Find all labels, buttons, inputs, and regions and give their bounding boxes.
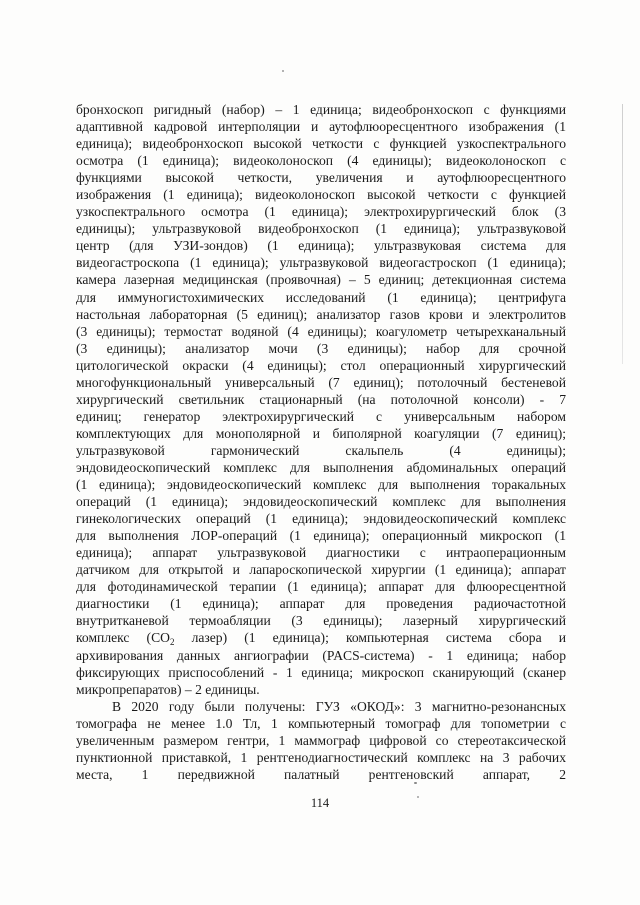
text-line: эндовидеоскопический комплекс для выполнения абдоминальных операций — [76, 459, 566, 475]
paragraph-2-line: пунктионной приставкой, 1 рентгенодиагностический комплекс на 3 рабочих — [76, 749, 566, 765]
text-line: единица); аппарат ультразвуковой диагностики с интраоперационным — [76, 545, 566, 561]
paragraph-2-line: увеличенным размером гентри, 1 маммограф цифровой со стереотаксической — [76, 732, 566, 748]
text-line: датчиком для открытой и лапароскопической хирургии (1 единица); аппарат — [76, 562, 566, 578]
text-line: диагностики (1 единица); аппарат для проведения радиочастотной — [76, 596, 566, 612]
text-line: внутритканевой термоабляции (3 единицы); лазерный хирургический — [76, 613, 566, 629]
scan-artifact-edge-line — [622, 104, 623, 364]
text-line: гинекологических операций (1 единица); эндовидеоскопический комплекс — [76, 511, 566, 527]
text-line: единиц; генератор электрохирургический с универсальным набором — [76, 408, 566, 424]
text-line: видеогастроскопа (1 единица); ультразвуковой видеогастроскоп (1 единица); — [76, 255, 566, 271]
text-line: для фотодинамической терапии (1 единица); аппарат для флюоресцентной — [76, 579, 566, 595]
text-line: ультразвуковой гармонический скальпель (4 единицы); — [76, 442, 566, 458]
text-line: функциями высокой четкости, увеличения и аутофлюоресцентного — [76, 170, 566, 186]
text-line: изображения (1 единица); видеоколоноскоп высокой четкости с функцией — [76, 187, 566, 203]
scan-artifact-dot — [282, 70, 284, 72]
text-line: единицы); ультразвуковой видеобронхоскоп (1 единица); ультразвуковой — [76, 221, 566, 237]
page-number: 114 — [310, 796, 330, 810]
text-line: микропрепаратов) – 2 единицы. — [76, 681, 260, 697]
text-line-co2 — [76, 629, 566, 646]
text-line: архивирования данных ангиографии (PACS-система) - 1 единица; набор — [76, 647, 566, 663]
text-line: адаптивной кадровой интерполяции и аутофлюоресцентного изображения (1 — [76, 119, 566, 135]
text-line: бронхоскоп ригидный (набор) – 1 единица; видеобронхоскоп с функциями — [76, 102, 566, 117]
text-line: операций (1 единица); эндовидеоскопический комплекс для выполнения — [76, 494, 566, 510]
text-line: (3 единицы); анализатор мочи (3 единицы); набор для срочной — [76, 340, 566, 356]
text-line: комплектующих для монополярной и биполярной коагуляции (7 единиц); — [76, 425, 566, 441]
text-line: для выполнения ЛОР-операций (1 единица); операционный микроскоп (1 — [76, 528, 566, 544]
co2-after: лазер) (1 единица); компьютерная система сбора и — [174, 630, 566, 646]
body-text — [76, 101, 566, 783]
text-line: для иммуногистохимических исследований (1 единица); центрифуга — [76, 289, 566, 305]
paragraph-2-line: места, 1 передвижной палатный рентгеновский аппарат, 2 — [76, 766, 566, 782]
text-line: узкоспектрального осмотра (1 единица); электрохирургический блок (3 — [76, 204, 566, 220]
paragraph-2-line: томографа не менее 1.0 Тл, 1 компьютерный томограф для топометрии с — [76, 715, 566, 731]
text-line: многофункциональный универсальный (7 единиц); потолочный бестеневой — [76, 374, 566, 390]
text-line: настольная лабораторная (5 единиц); анализатор газов крови и электролитов — [76, 306, 566, 322]
text-line: осмотра (1 единица); видеоколоноскоп (4 единицы); видеоколоноскоп с — [76, 153, 566, 169]
text-line: (1 единица); эндовидеоскопический комплекс для выполнения торакальных — [76, 477, 566, 493]
text-line: единица); видеобронхоскоп высокой четкости с функцией узкоспектрального — [76, 136, 566, 152]
text-line: фиксирующих приспособлений - 1 единица; микроскоп сканирующий (сканер — [76, 664, 566, 680]
co2-before: комплекс (CO — [76, 630, 170, 646]
text-line: (3 единицы); термостат водяной (4 единицы); коагулометр четырехканальный — [76, 323, 566, 339]
text-line: хирургический светильник стационарный (на потолочной консоли) - 7 — [76, 391, 566, 407]
text-line: цитологической окраски (4 единицы); стол операционный хирургический — [76, 357, 566, 373]
co2-subscript: 2 — [169, 637, 175, 648]
text-line: центр (для УЗИ-зондов) (1 единица); ультразвуковая система для — [76, 238, 566, 254]
text-line: камера лазерная медицинская (проявочная) – 5 единиц; детекционная система — [76, 272, 566, 288]
paragraph-2-line: В 2020 году были получены: ГУЗ «ОКОД»: 3 магнитно-резонансных — [112, 698, 566, 714]
